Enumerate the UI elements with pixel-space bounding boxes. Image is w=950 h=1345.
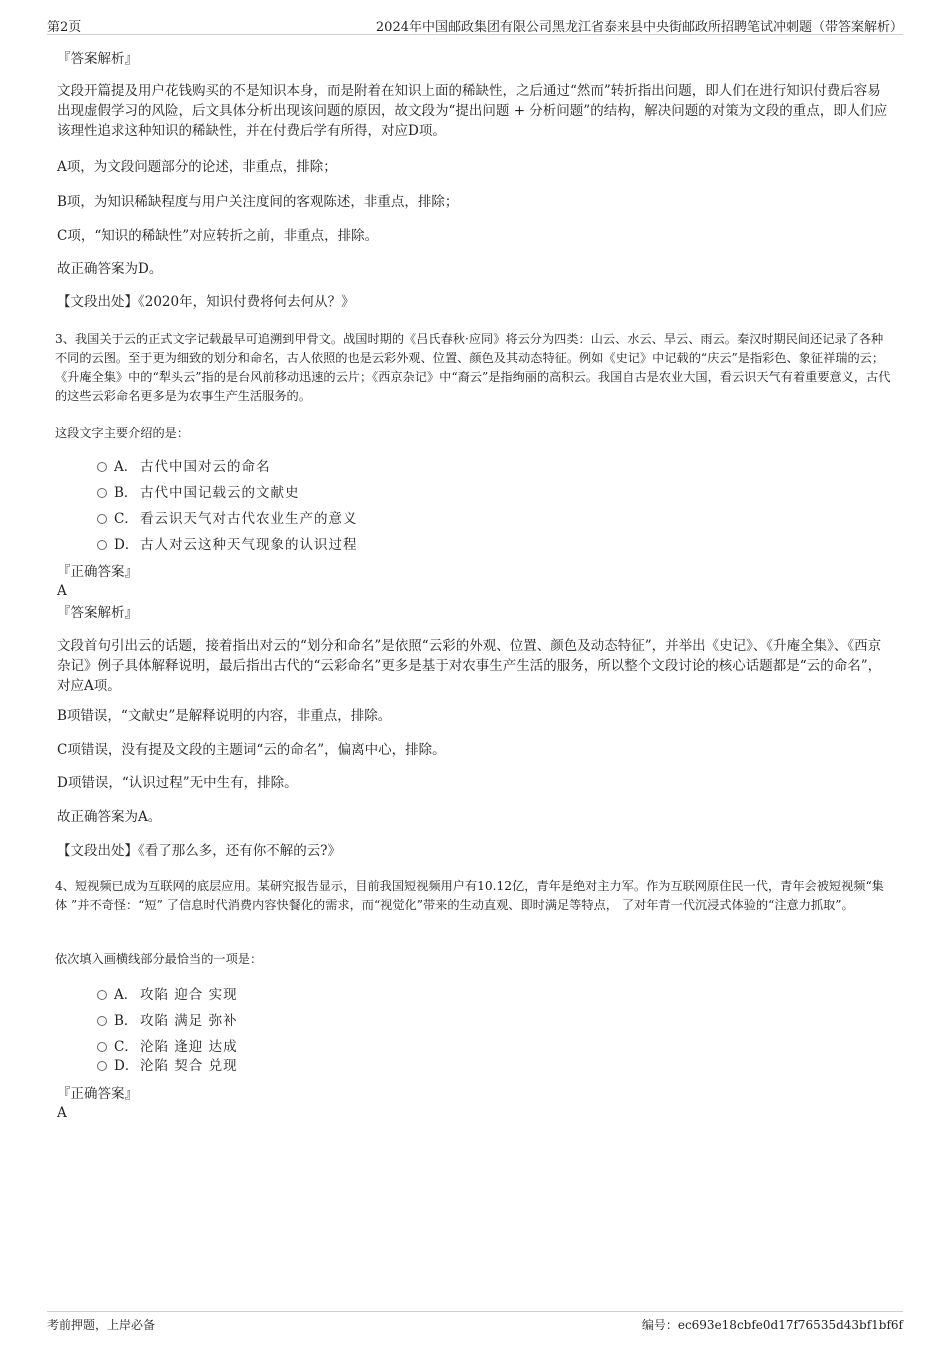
document-title: 2024年中国邮政集团有限公司黑龙江省泰来县中央街邮政所招聘笔试冲刺题（带答案解析） — [375, 20, 903, 35]
q3-option-c[interactable]: C． 看云识天气对古代农业生产的意义 — [97, 509, 358, 529]
q2-analysis: 文段开篇提及用户花钱购买的不是知识本身，而是附着在知识上面的稀缺性，之后通过“然而”转折指出问题，即人们在进行知识付费后容易出现虚假学习的风险，后文具体分析出现该问题的原因，故文段为“提出问题 + 分析问题”的结构，解决问题的对策为文段的重点，即人们应该理性追求这种知识的稀缺性，并在付费后学有所得，对应D项。 — [57, 83, 888, 139]
radio-icon[interactable] — [97, 1042, 107, 1052]
q3-option-b[interactable]: B． 古代中国记载云的文献史 — [97, 483, 300, 503]
radio-icon[interactable] — [97, 488, 107, 498]
q3-conclusion: 故正确答案为A。 — [57, 809, 162, 825]
q4-option-b[interactable]: B． 攻陷 满足 弥补 — [97, 1011, 238, 1031]
q3-source: 【文段出处】《看了那么多，还有你不解的云?》 — [57, 843, 341, 859]
q4-stem: 4、短视频已成为互联网的底层应用。某研究报告显示，目前我国短视频用户有10.12亿，青年是绝对主力军。作为互联网原住民一代，青年会被短视频“集体 ”并不奇怪：“短” 了信息时代消费内容快餐化的需求，而“视觉化”带来的生动直观、即时满足等特点， 了对年青一代沉浸式体验的“注意力抓取”。 — [55, 879, 884, 912]
q2-source: 【文段出处】《2020年，知识付费将何去何从？》 — [57, 294, 355, 310]
radio-icon[interactable] — [97, 514, 107, 524]
q3-option-c-note: C项错误，没有提及文段的主题词“云的命名”，偏离中心，排除。 — [57, 742, 446, 758]
page-header — [47, 14, 903, 35]
radio-icon[interactable] — [97, 462, 107, 472]
page-footer — [47, 1311, 903, 1332]
q4-question: 依次填入画横线部分最恰当的一项是： — [55, 952, 263, 966]
q4-option-d[interactable]: D． 沦陷 契合 兑现 — [97, 1056, 238, 1076]
q3-option-b-note: B项错误，“文献史”是解释说明的内容，非重点，排除。 — [57, 708, 392, 724]
radio-icon[interactable] — [97, 990, 107, 1000]
q2-analysis-label: 『答案解析』 — [57, 51, 138, 67]
q3-option-a[interactable]: A． 古代中国对云的命名 — [97, 457, 271, 477]
q3-answer: A — [57, 583, 67, 599]
q2-option-c-note: C项，“知识的稀缺性”对应转折之前，非重点，排除。 — [57, 228, 379, 244]
q4-answer: A — [57, 1105, 67, 1121]
q2-conclusion: 故正确答案为D。 — [57, 261, 163, 277]
q3-option-d-note: D项错误，“认识过程”无中生有，排除。 — [57, 775, 298, 791]
radio-icon[interactable] — [97, 1061, 107, 1071]
footer-slogan: 考前押题，上岸必备 — [47, 1318, 156, 1332]
q4-answer-label: 『正确答案』 — [57, 1086, 138, 1102]
q4-option-c[interactable]: C． 沦陷 逢迎 达成 — [97, 1037, 238, 1057]
q3-analysis-label: 『答案解析』 — [57, 605, 138, 621]
radio-icon[interactable] — [97, 540, 107, 550]
q3-analysis: 文段首句引出云的话题，接着指出对云的“划分和命名”是依照“云彩的外观、位置、颜色及动态特征”，并举出《史记》、《升庵全集》、《西京杂记》例子具体解释说明，最后指出古代的“云彩命名”更多是基于对农事生产生活的服务，所以整个文段讨论的核心话题都是“云的命名”，对应A项。 — [57, 638, 882, 694]
q2-option-a-note: A项，为文段问题部分的论述，非重点，排除； — [57, 159, 337, 175]
radio-icon[interactable] — [97, 1016, 107, 1026]
page-number: 第2页 — [47, 20, 82, 35]
q3-question: 这段文字主要介绍的是： — [55, 426, 190, 440]
q3-stem: 3、我国关于云的正式文字记载最早可追溯到甲骨文。战国时期的《吕氏春秋·应同》将云分为四类：山云、水云、旱云、雨云。秦汉时期民间还记录了各种不同的云图。至于更为细致的划分和命名，古人依照的也是云彩外观、位置、颜色及其动态特征。例如《史记》中记载的“庆云”是指彩色、象征祥瑞的云；《升庵全集》中的“犁头云”指的是台风前移动迅速的云片；《西京杂记》中“裔云”是指绚丽的高积云。我国自古是农业大国，看云识天气有着重要意义，古代的这些云彩命名更多是为农事生产生活服务的。 — [55, 332, 891, 403]
q2-option-b-note: B项，为知识稀缺程度与用户关注度间的客观陈述，非重点，排除； — [57, 194, 459, 210]
q3-answer-label: 『正确答案』 — [57, 564, 138, 580]
document-id: 编号：ec693e18cbfe0d17f76535d43bf1bf6f — [641, 1318, 903, 1332]
q3-option-d[interactable]: D． 古人对云这种天气现象的认识过程 — [97, 535, 358, 555]
q4-option-a[interactable]: A． 攻陷 迎合 实现 — [97, 985, 238, 1005]
